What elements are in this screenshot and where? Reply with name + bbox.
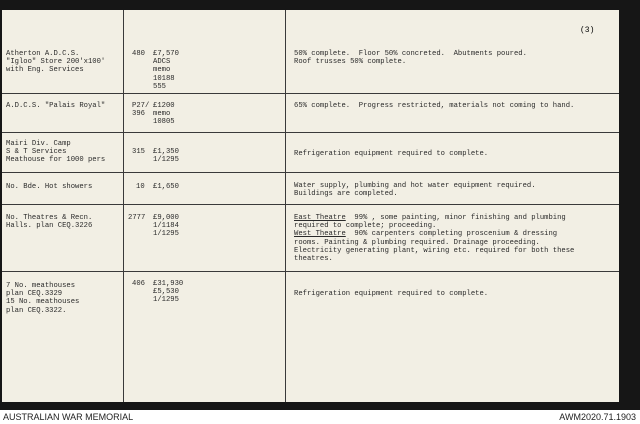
cost-cell: £31,930 £5,530 1/1295: [153, 280, 184, 305]
page-number: (3): [580, 26, 595, 35]
archive-footer: [0, 410, 640, 424]
remarks-cell: 65% complete. Progress restricted, materials not coming to hand.: [294, 102, 575, 110]
column-divider-remarks: [285, 10, 286, 402]
west-theatre-heading: West Theatre: [294, 230, 346, 239]
location-cell: No. Theatres & Recn. Halls. plan CEQ.3226: [6, 214, 93, 231]
ref-cell: 406: [132, 280, 145, 288]
location-cell: No. Bde. Hot showers: [6, 183, 93, 191]
row-divider: [2, 132, 619, 133]
location-cell: A.D.C.S. "Palais Royal": [6, 102, 106, 110]
location-cell: 7 No. meathouses plan CEQ.3329 15 No. meathouses plan CEQ.3322.: [6, 282, 80, 315]
ref-cell: P27/ 396: [132, 102, 150, 119]
cost-cell: £1,650: [153, 183, 179, 191]
row-divider: [2, 271, 619, 272]
remarks-cell: Refrigeration equipment required to complete.: [294, 150, 489, 158]
ref-cell: 10: [136, 183, 145, 191]
row-divider: [2, 172, 619, 173]
remarks-cell: Refrigeration equipment required to complete.: [294, 290, 489, 298]
document-page: [2, 10, 619, 402]
row-divider: [2, 204, 619, 205]
ref-cell: 2777: [128, 214, 146, 222]
cost-cell: £1,350 1/1295: [153, 148, 179, 165]
column-divider-ref: [123, 10, 124, 402]
remarks-cell: Water supply, plumbing and hot water equipment required. Buildings are completed.: [294, 182, 536, 199]
ref-cell: 480: [132, 50, 145, 58]
cost-cell: £7,570 ADCS memo 10188 555: [153, 50, 179, 91]
east-theatre-heading: East Theatre: [294, 214, 346, 222]
location-cell: Atherton A.D.C.S. "Igloo" Store 200'x100' with Eng. Services: [6, 50, 106, 75]
cost-cell: £1200 memo 10805: [153, 102, 175, 127]
ref-cell: 315: [132, 148, 145, 156]
cost-cell: £9,000 1/1184 1/1295: [153, 214, 179, 239]
location-cell: Mairi Div. Camp S & T Services Meathouse for 1000 pers: [6, 140, 106, 165]
archive-item-id: AWM2020.71.1903: [559, 412, 636, 422]
remarks-cell: 50% complete. Floor 50% concreted. Abutments poured. Roof trusses 50% complete.: [294, 50, 527, 67]
remarks-cell: East Theatre 99% , some painting, minor finishing and plumbing required to complete; proceeding. West Theatre 90% carpenters completing proscenium & dressing rooms. Painting & plumbing required. Drainage proceeding. Electricity generating plant, wiring etc. required for both these theatres.: [294, 214, 575, 264]
row-divider: [2, 93, 619, 94]
archive-credit: AUSTRALIAN WAR MEMORIAL: [3, 412, 134, 422]
